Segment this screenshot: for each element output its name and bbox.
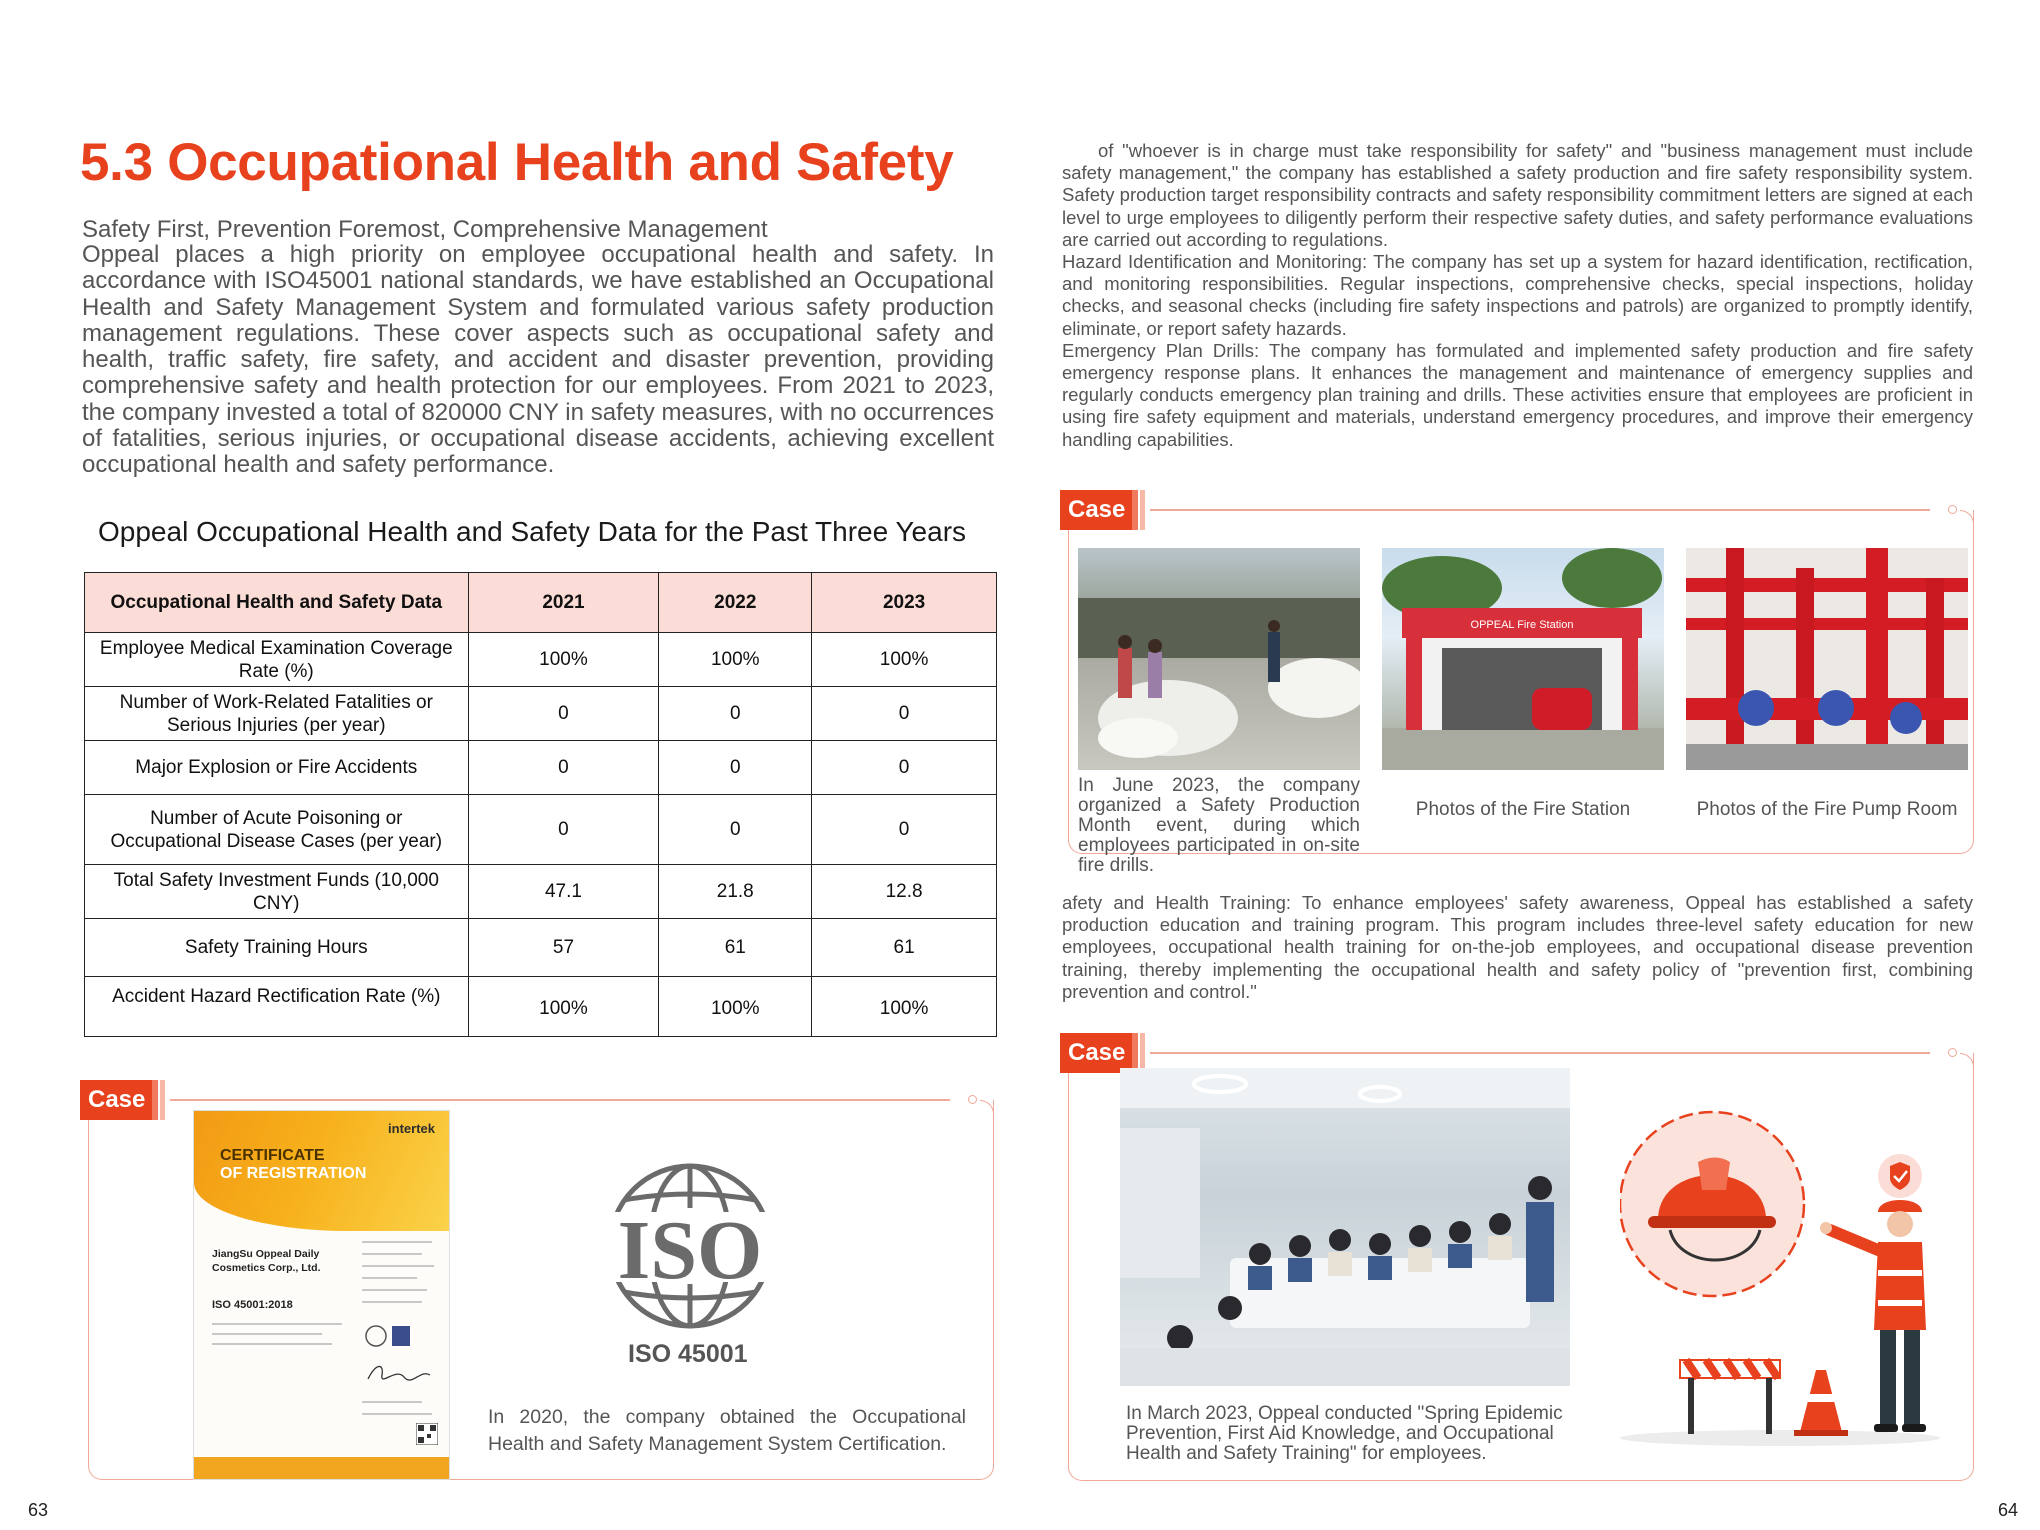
safety-worker-illustration — [1620, 1110, 1970, 1450]
case-divider — [1150, 1052, 1930, 1054]
training-caption: In March 2023, Oppeal conducted "Spring Epidemic Prevention, First Aid Knowledge, and Occupational Health and Safety Training" for employees. — [1126, 1403, 1563, 1464]
table-cell: Number of Acute Poisoning or Occupational Disease Cases (per year) — [85, 795, 469, 865]
case-dot — [968, 1095, 977, 1104]
table-header-cell: Occupational Health and Safety Data — [85, 573, 469, 633]
case-tag-stripe — [1132, 1033, 1138, 1073]
iso-globe-logo-icon — [590, 1160, 790, 1340]
page-title: 5.3 Occupational Health and Safety — [80, 133, 954, 192]
table-cell: 0 — [468, 687, 659, 741]
page-number-left: 63 — [28, 1500, 49, 1520]
case-tag: Case — [1060, 1033, 1133, 1073]
body-paragraph: of "whoever is in charge must take responsibility for safety" and "business management must include safety management," the company has established a safety production and fire safety responsibility system. Safety production target responsibility contracts and safety responsibility commitment letters are signed at each level to urge employees to diligently perform their respective safety duties, and safety performance evaluations are carried out according to regulations. — [1062, 140, 1973, 250]
certificate-text-line — [362, 1289, 427, 1291]
body-paragraph: Hazard Identification and Monitoring: The company has set up a system for hazard identification, rectification, and monitoring responsibilities. Regular inspections, comprehensive checks, special inspections, holiday checks, and seasonal checks (including fire safety inspections and patrols) are organized to promptly identify, eliminate, or report safety hazards. — [1062, 251, 1973, 339]
fire-station-scene — [1382, 548, 1664, 770]
fire-drill-scene — [1078, 548, 1360, 770]
table-row — [85, 633, 997, 687]
table-cell: 21.8 — [659, 865, 812, 919]
table-cell: Number of Work-Related Fatalities or Serious Injuries (per year) — [85, 687, 469, 741]
case-tag-stripe — [160, 1080, 165, 1120]
table-header-cell: 2023 — [812, 573, 997, 633]
intro-paragraph: Oppeal places a high priority on employee occupational health and safety. In accordance with ISO45001 national standards, we have established an Occupational Health and Safety Management System and formulated various safety production management regulations. These cover aspects such as occupational safety and health, traffic safety, fire safety, and accident and disaster prevention, providing comprehensive safety and health protection for our employees. From 2021 to 2023, the company invested a total of 820000 CNY in safety measures, with no occurrences of fatalities, serious injuries, or occupational disease accidents, achieving excellent occupational health and safety performance. — [82, 241, 994, 479]
case-tag-stripe — [1140, 1033, 1145, 1073]
table-row — [85, 977, 997, 1037]
signature-icon — [364, 1361, 434, 1385]
case-tag-stripe — [1132, 490, 1138, 530]
table-cell: 0 — [812, 741, 997, 795]
certificate-text-line — [362, 1241, 432, 1243]
table-cell: 47.1 — [468, 865, 659, 919]
case-divider — [1150, 509, 1930, 511]
table-cell: 0 — [468, 741, 659, 795]
table-row — [85, 919, 997, 977]
certificate-seal-icon — [364, 1323, 414, 1349]
table-title: Oppeal Occupational Health and Safety Data for the Past Three Years — [98, 516, 967, 547]
section-subtitle: Safety First, Prevention Foremost, Comprehensive Management — [82, 216, 768, 243]
case-dot — [1948, 505, 1957, 514]
table-cell: 100% — [468, 977, 659, 1037]
health-safety-data-table — [84, 572, 997, 1037]
table-cell: 61 — [812, 919, 997, 977]
training-session-photo — [1120, 1068, 1570, 1386]
training-room-scene — [1120, 1068, 1570, 1386]
fire-station-sign: OPPEAL Fire Station — [1470, 619, 1574, 631]
table-row — [85, 687, 997, 741]
iso-caption: ISO 45001 — [628, 1340, 748, 1368]
table-cell: Major Explosion or Fire Accidents — [85, 741, 469, 795]
table-cell: 0 — [812, 687, 997, 741]
certificate-text-line — [362, 1277, 417, 1279]
table-cell: 57 — [468, 919, 659, 977]
certificate-standard: ISO 45001:2018 — [212, 1299, 293, 1311]
certificate-heading-line: OF REGISTRATION — [220, 1165, 367, 1182]
table-cell: 100% — [659, 633, 812, 687]
case-tag: Case — [1060, 490, 1133, 530]
case-tag-stripe — [1140, 490, 1145, 530]
training-paragraph: afety and Health Training: To enhance employees' safety awareness, Oppeal has established a safety production education and training program. This program includes three-level safety education for new employees, occupational health training for on-the-job employees, and occupational disease prevention training, thereby implementing the occupational health and safety policy of "prevention first, combining prevention and control." — [1062, 892, 1973, 1002]
case-divider — [170, 1099, 950, 1101]
table-cell: Employee Medical Examination Coverage Rate (%) — [85, 633, 469, 687]
certificate-text-line — [362, 1265, 434, 1267]
certificate-text-line — [362, 1413, 432, 1415]
certificate-company: JiangSu Oppeal Daily Cosmetics Corp., Ltd. — [212, 1248, 321, 1274]
fire-drill-caption: In June 2023, the company organized a Safety Production Month event, during which employees participated in on-site fire drills. — [1078, 775, 1360, 876]
case-tag-stripe — [152, 1080, 158, 1120]
iso-logo-text: ISO — [617, 1204, 763, 1297]
fire-pump-scene — [1686, 548, 1968, 770]
table-cell: Total Safety Investment Funds (10,000 CNY) — [85, 865, 469, 919]
table-cell: 0 — [659, 795, 812, 865]
fire-pump-room-caption: Photos of the Fire Pump Room — [1696, 799, 1958, 820]
table-row — [85, 865, 997, 919]
table-cell: Safety Training Hours — [85, 919, 469, 977]
certificate-text-line — [362, 1401, 422, 1403]
table-cell: 100% — [812, 633, 997, 687]
fire-station-caption: Photos of the Fire Station — [1415, 799, 1631, 820]
certificate-text-line — [212, 1333, 322, 1335]
table-header-row — [85, 573, 997, 633]
right-body-text — [1062, 140, 1973, 451]
table-cell: 0 — [812, 795, 997, 865]
case-dot — [1948, 1048, 1957, 1057]
traffic-cone-icon — [1794, 1370, 1848, 1436]
table-row — [85, 795, 997, 865]
certificate-heading-line: CERTIFICATE — [220, 1147, 325, 1164]
body-paragraph: Emergency Plan Drills: The company has formulated and implemented safety production and fire safety emergency response plans. It enhances the management and maintenance of emergency supplies and regularly conducts emergency plan training and drills. These activities ensure that employees are proficient in using fire safety equipment and materials, understand emergency procedures, and improve their emergency handling capabilities. — [1062, 339, 1973, 450]
table-cell: 100% — [812, 977, 997, 1037]
table-cell: 0 — [659, 687, 812, 741]
table-cell: Accident Hazard Rectification Rate (%) — [85, 977, 469, 1037]
table-header-cell: 2022 — [659, 573, 812, 633]
page-number-right: 64 — [1998, 1500, 2019, 1520]
table-cell: 0 — [468, 795, 659, 865]
certificate-image — [193, 1110, 450, 1480]
case-tag: Case — [80, 1080, 153, 1120]
table-header-cell: 2021 — [468, 573, 659, 633]
certificate-text-line — [212, 1343, 332, 1345]
fire-drill-photo — [1078, 548, 1360, 770]
table-cell: 12.8 — [812, 865, 997, 919]
certificate-text-line — [362, 1301, 422, 1303]
table-cell: 100% — [468, 633, 659, 687]
shield-check-icon — [1878, 1154, 1922, 1198]
barrier-icon — [1680, 1360, 1780, 1434]
worker-icon — [1820, 1200, 1926, 1432]
certificate-heading — [220, 1147, 366, 1183]
table-row — [85, 741, 997, 795]
table-cell: 61 — [659, 919, 812, 977]
qr-code-icon — [416, 1423, 438, 1445]
certification-caption: In 2020, the company obtained the Occupational Health and Safety Management System Certification. — [488, 1406, 966, 1455]
certificate-text-line — [212, 1323, 342, 1325]
certificate-footer — [194, 1457, 450, 1479]
certificate-brand: intertek — [388, 1121, 435, 1136]
table-cell: 100% — [659, 977, 812, 1037]
fire-pump-room-photo — [1686, 548, 1968, 770]
table-cell: 0 — [659, 741, 812, 795]
fire-station-photo — [1382, 548, 1664, 770]
certificate-text-line — [362, 1253, 422, 1255]
